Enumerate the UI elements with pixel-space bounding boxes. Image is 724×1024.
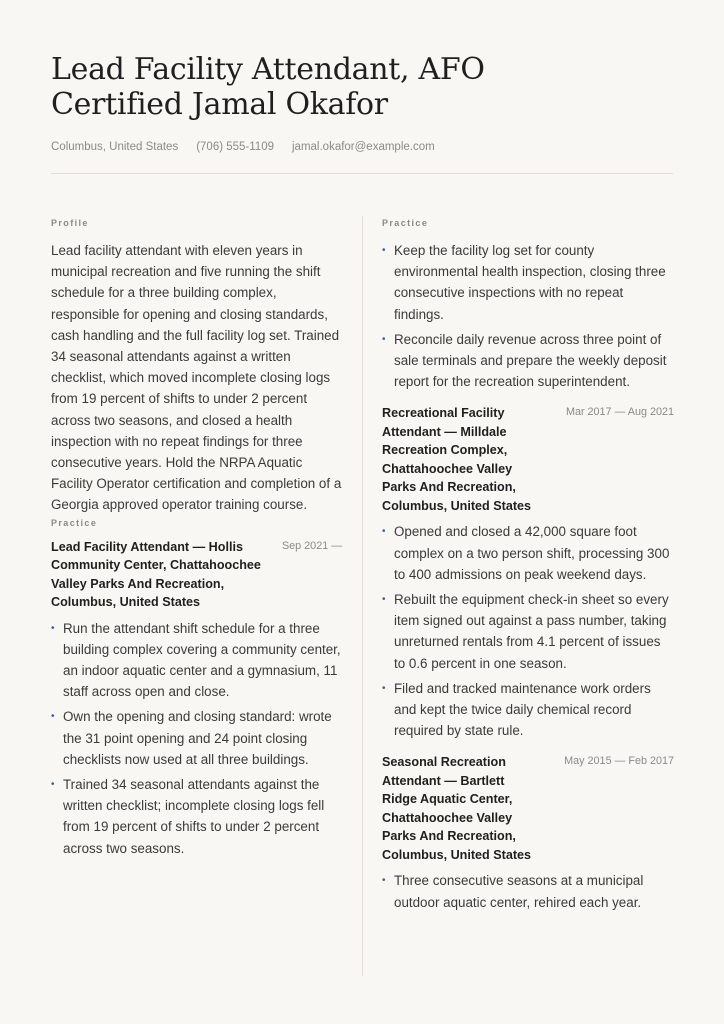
list-item: • Three consecutive seasons at a municipal outdoor aquatic center, rehired each year. bbox=[382, 870, 674, 912]
job-head bbox=[382, 753, 674, 864]
column-divider bbox=[362, 216, 363, 976]
list-item: • Filed and tracked maintenance work orders and kept the twice daily chemical record required by state rule. bbox=[382, 678, 674, 742]
job-bullets bbox=[51, 618, 342, 859]
profile-label: Profile bbox=[51, 218, 89, 228]
right-column bbox=[382, 218, 674, 917]
name-line-1: Lead Facility Attendant, AFO bbox=[51, 52, 485, 87]
job-head bbox=[51, 538, 342, 612]
job-dates: May 2015 — Feb 2017 bbox=[564, 755, 674, 768]
job-dates: Mar 2017 — Aug 2021 bbox=[565, 406, 674, 419]
job-title: Lead Facility Attendant — Hollis Community Center, Chattahoochee Valley Parks And Recreation, Columbus, United States bbox=[51, 539, 261, 610]
job-dates: Sep 2021 — bbox=[281, 539, 342, 552]
job-title: Recreational Facility Attendant — Milldale Recreation Complex, Chattahoochee Valley Parks And Recreation, Columbus, United States bbox=[382, 406, 532, 513]
continued-bullets bbox=[382, 240, 674, 392]
job-bullets bbox=[382, 870, 674, 912]
job-entry-milldale bbox=[382, 404, 674, 741]
job-entry-hollis bbox=[51, 538, 342, 859]
job-bullets bbox=[382, 521, 674, 741]
left-column bbox=[51, 218, 342, 863]
name-line-2: Certified Jamal Okafor bbox=[51, 87, 388, 122]
list-item: • Reconcile daily revenue across three point of sale terminals and prepare the weekly deposit report for the recreation superintendent. bbox=[382, 329, 674, 393]
job-title: Seasonal Recreation Attendant — Bartlett Ridge Aquatic Center, Chattahoochee Valley Parks And Recreation, Columbus, United States bbox=[382, 755, 532, 862]
resume-header bbox=[51, 52, 673, 153]
contact-line bbox=[51, 141, 673, 153]
list-item: • Opened and closed a 42,000 square foot complex on a two person shift, processing 300 to 400 admissions on peak weekend days. bbox=[382, 521, 674, 585]
job-head bbox=[382, 404, 674, 515]
list-item: • Keep the facility log set for county environmental health inspection, closing three consecutive inspections with no repeat findings. bbox=[382, 240, 674, 325]
resume-name bbox=[51, 52, 673, 122]
list-item: • Run the attendant shift schedule for a three building complex covering a community center, an indoor aquatic center and a gymnasium, 11 staff across open and close. bbox=[51, 618, 342, 703]
header-divider bbox=[51, 173, 673, 174]
contact-phone: (706) 555-1109 bbox=[196, 141, 274, 153]
list-item: • Own the opening and closing standard: wrote the 31 point opening and 24 point closing checklists now used at all three buildings. bbox=[51, 706, 342, 770]
practice-label-right: Practice bbox=[382, 218, 429, 228]
profile-text: Lead facility attendant with eleven years in municipal recreation and five running the shift schedule for a three building complex, responsible for opening and closing standards, cash handling and the full facility log set. Trained 34 seasonal attendants against a written checklist, which moved incomplete closing logs from 19 percent of shifts to under 2 percent across two seasons, and closed a health inspection with no repeat findings for three consecutive years. Hold the NRPA Aquatic Facility Operator certification and completion of a Georgia approved operator training course. bbox=[51, 243, 342, 513]
job-entry-bartlett bbox=[382, 753, 674, 912]
list-item: • Trained 34 seasonal attendants against the written checklist; incomplete closing logs fell from 19 percent of shifts to under 2 percent across two seasons. bbox=[51, 774, 342, 859]
list-item: • Rebuilt the equipment check-in sheet so every item signed out against a pass number, taking unreturned rentals from 4.1 percent of issues to 0.6 percent in one season. bbox=[382, 589, 674, 674]
contact-email: jamal.okafor@example.com bbox=[292, 141, 435, 153]
contact-location: Columbus, United States bbox=[51, 141, 179, 153]
practice-label-left: Practice bbox=[51, 517, 98, 528]
